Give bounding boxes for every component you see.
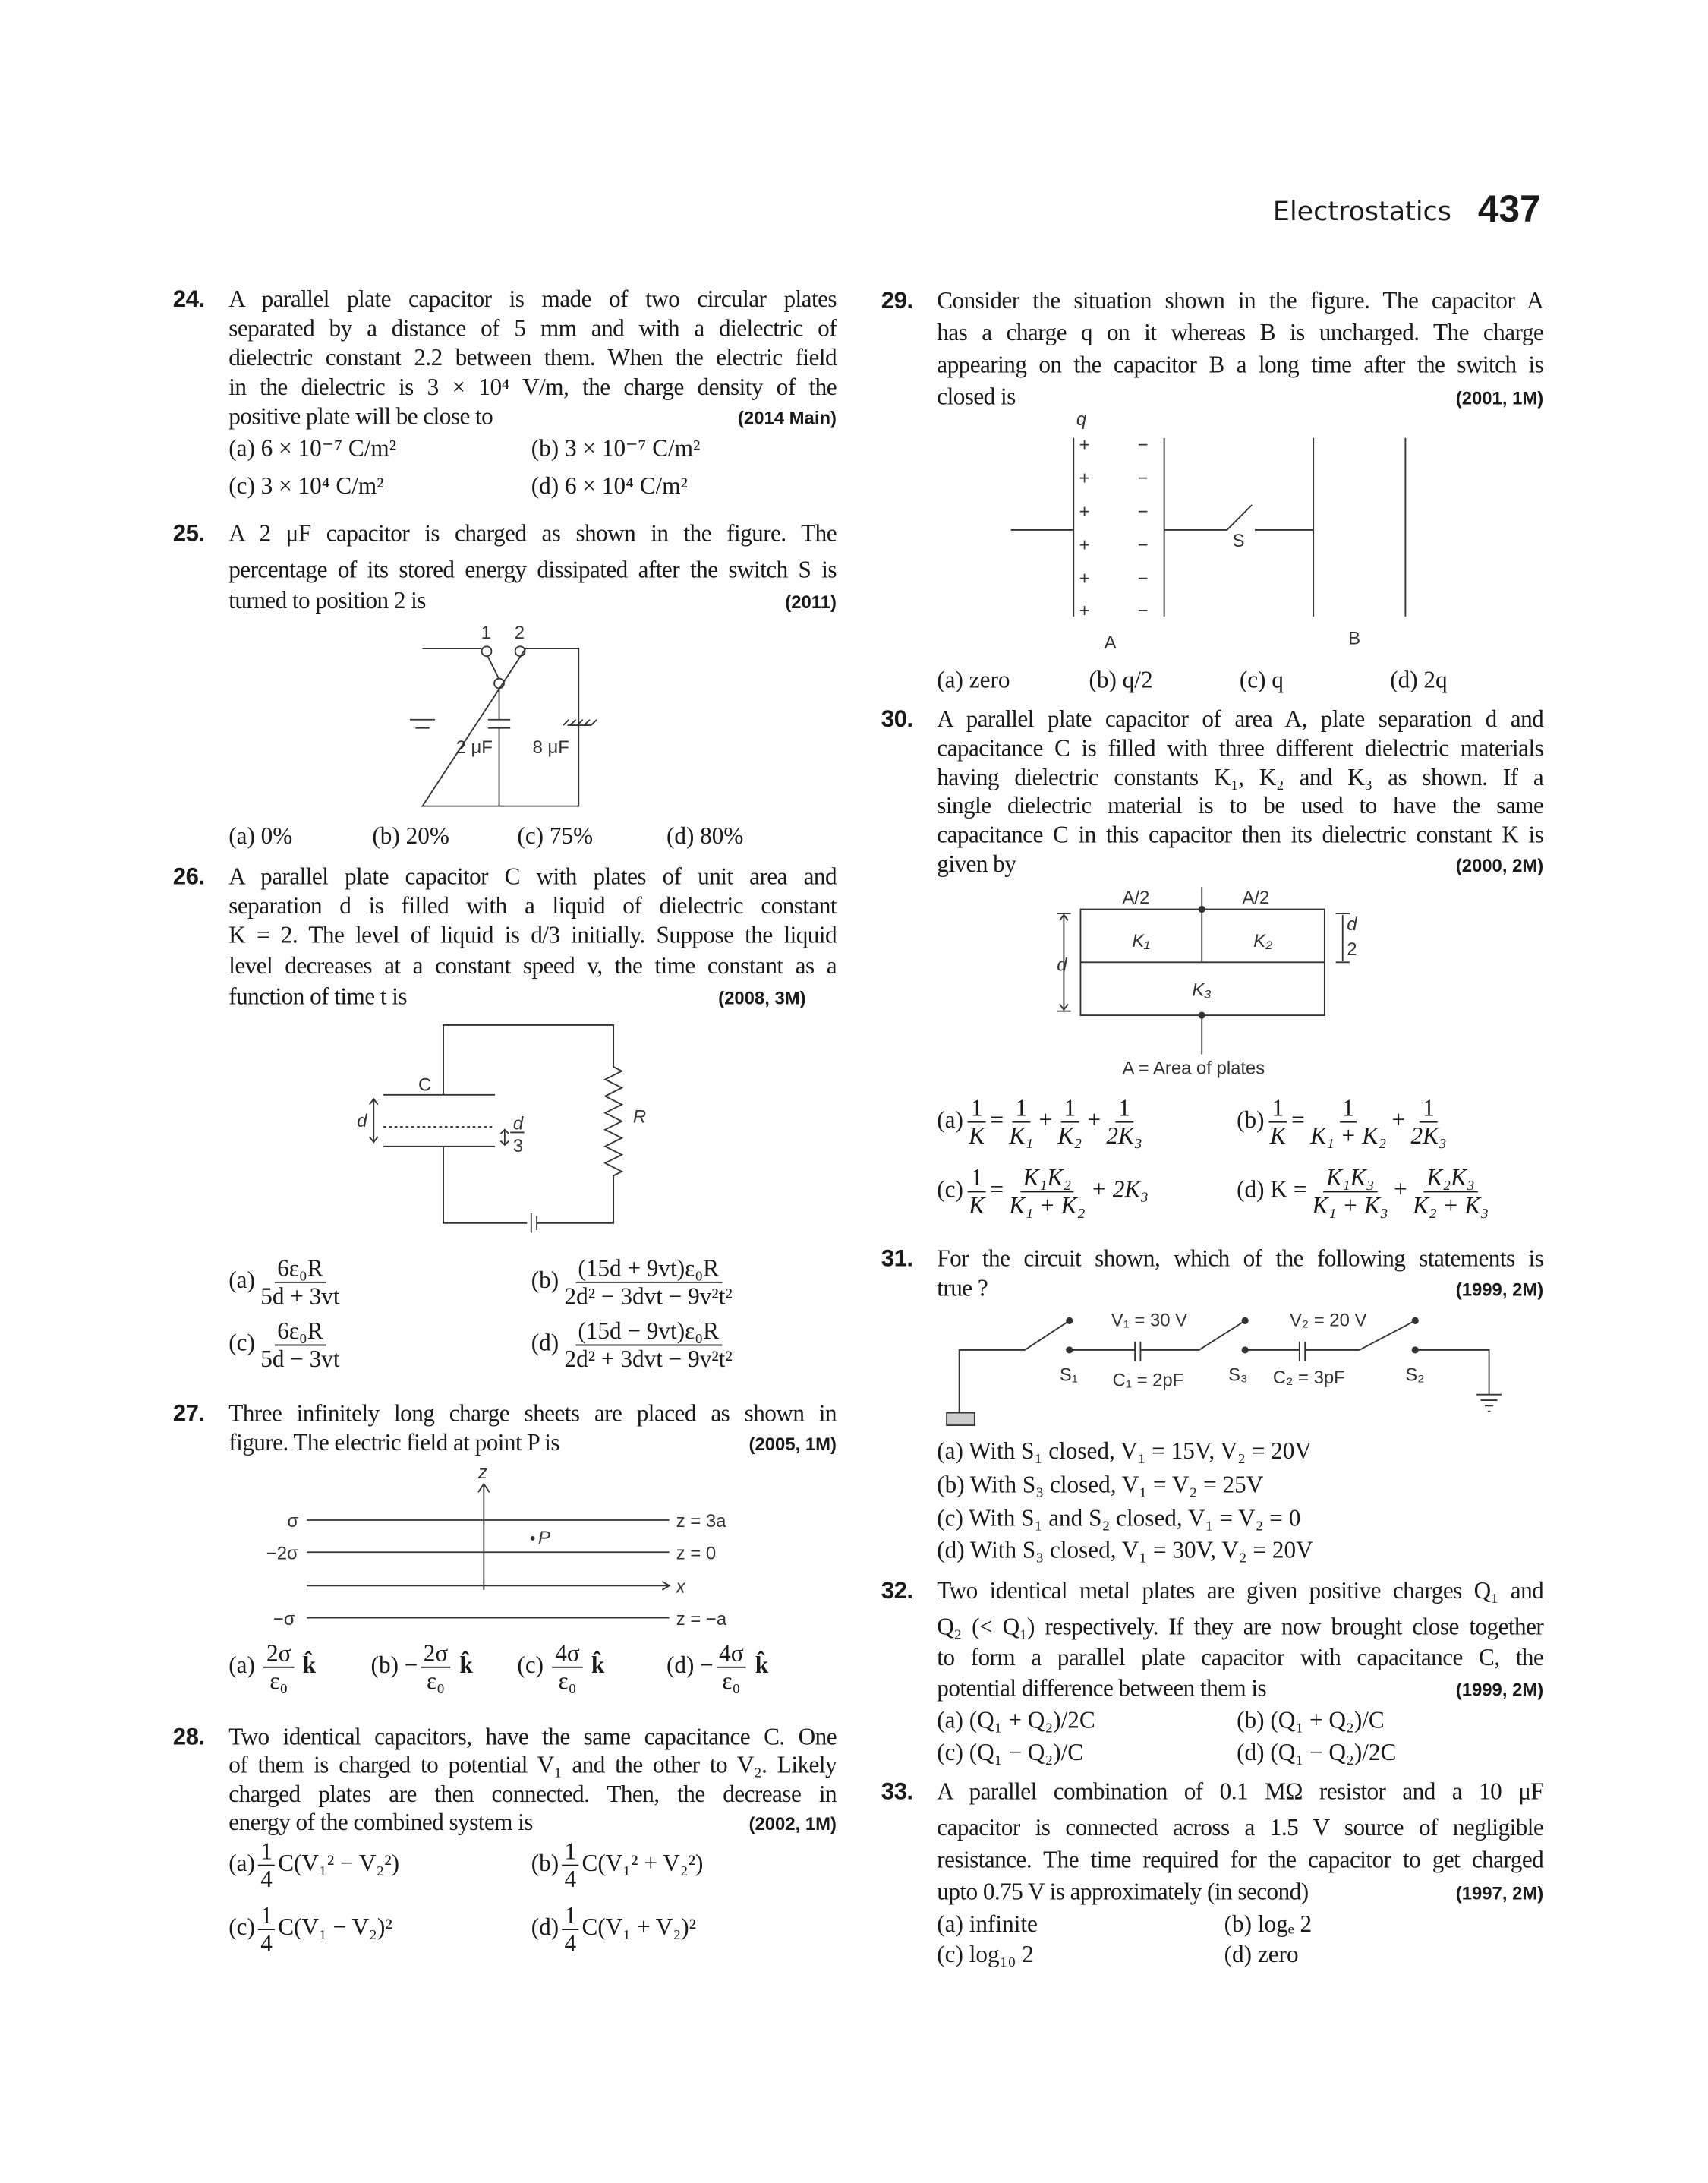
fraction: $\frac{1}{K}$ [969,1094,985,1150]
option-label: (d) K = [1237,1176,1307,1203]
option-a[interactable]: (a) 6 × 10⁻⁷ C/m² [228,435,397,462]
expression: C(V₁² − V₂²) [278,1850,400,1877]
option-c[interactable]: (c) 75% [517,822,594,850]
question-number: 24. [172,285,205,313]
sheet-2-position: z = 0 [676,1543,717,1564]
fraction: $\frac{1}{\text{K₁ + K₂}}$ [1310,1094,1387,1150]
v1-label: V₁ = 30 V [1111,1310,1188,1331]
option-label: (a) [228,1651,255,1679]
option-b[interactable]: (b) 20% [372,822,449,850]
page-number: 437 [1477,188,1541,231]
option-c[interactable]: (c) $\frac{1}{K}$ = $\frac{\text{K₁K₂}}{\text{K₁ + K₂}}$ + 2K₃ [937,1164,1149,1219]
denominator: ε₀ [722,1667,741,1695]
sheet-1-position: z = 3a [676,1511,726,1532]
option-a[interactable]: (a) (Q₁ + Q₂)/2C [937,1707,1095,1734]
capacitor-8uf-label: 8 μF [532,737,569,758]
option-label: (b) [370,1651,399,1679]
question-text-line: A parallel plate capacitor of area A, plate separation d and [937,705,1544,733]
k3-label: K₃ [1192,980,1212,1001]
denominator: 4 [260,1866,273,1893]
option-b[interactable]: (b) With S₃ closed, V₁ = V₂ = 25V [937,1471,1264,1498]
question-text-line: function of time t is [228,983,407,1010]
numerator: 1 [562,1838,579,1866]
switch-s2-label: S₂ [1405,1364,1425,1386]
question-number: 25. [172,520,205,547]
sign: − [700,1651,714,1679]
numerator: 4σ [716,1640,746,1668]
c2-label: C₂ = 3pF [1272,1368,1345,1389]
sheet-3-charge: −σ [273,1608,295,1629]
option-label: (a) [228,1850,255,1877]
exam-year-tag: (2008, 3M) [718,987,806,1008]
question-text-line: charged plates are then connected. Then, the decrease in [228,1781,837,1808]
question-text-line: separation d is filled with a liquid of dielectric constant [228,892,837,920]
exam-year-tag: (2014 Main) [737,407,837,428]
option-a[interactable]: (a) zero [937,666,1010,693]
denominator: ε₀ [558,1667,577,1695]
question-number: 29. [881,287,913,314]
question-text-line: energy of the combined system is [228,1809,533,1836]
ground-plate [947,1413,975,1426]
switch-position-1-label: 1 [481,623,491,644]
denominator: ε₀ [269,1667,288,1695]
option-d[interactable]: (d) 6 × 10⁴ C/m² [531,472,688,500]
sheet-2-charge: −2σ [266,1543,298,1564]
option-c[interactable]: (c) log₁₀ 2 [937,1941,1034,1968]
liquid-level-denominator: 3 [512,1136,524,1157]
option-label: (c) [517,1651,544,1679]
sheet-3-position: z = −a [676,1608,727,1629]
resistor-label: R [632,1106,647,1128]
numerator: 2σ [263,1640,294,1668]
option-d[interactable]: (d) With S₃ closed, V₁ = 30V, V₂ = 20V [937,1537,1313,1563]
question-text-line: Three infinitely long charge sheets are placed as shown in [228,1400,837,1427]
option-a[interactable]: (a) 0% [228,822,293,850]
separation-label: d [357,1111,367,1132]
option-a[interactable]: (a) With S₁ closed, V₁ = 15V, V₂ = 20V [937,1437,1312,1465]
question-text-line: given by [937,850,1016,878]
option-label: (c) [228,1913,255,1941]
question-text-line: Consider the situation shown in the figure. The capacitor A [937,287,1544,314]
denominator: 4 [564,1929,577,1957]
option-b[interactable]: (b) (Q₁ + Q₂)/C [1237,1707,1385,1734]
svg-text:−: − [1137,501,1149,522]
fraction: $\frac{1}{\text{K₁}}$ [1009,1094,1034,1150]
fraction: $\frac{1}{K}$ [1269,1094,1286,1150]
exam-year-tag: (1999, 2M) [1455,1279,1544,1300]
question-text-line: to form a parallel plate capacitor with capacitance C, the [937,1644,1544,1671]
exam-year-tag: (1999, 2M) [1455,1679,1544,1700]
exam-year-tag: (2002, 1M) [748,1812,837,1834]
fraction: $\frac{\text{K₂K₃}}{\text{K₂ + K₃}}$ [1413,1164,1489,1219]
exam-year-tag: (1997, 2M) [1455,1882,1544,1904]
svg-text:+: + [1079,535,1090,556]
unit-vector: k̂ [302,1651,317,1679]
expression: C(V₁ + V₂)² [581,1913,697,1941]
svg-text:−: − [1137,600,1149,621]
question-text-line: having dielectric constants K₁, K₂ and K₃ as shown. If a [937,764,1544,791]
expression: C(V₁² + V₂²) [581,1850,704,1877]
question-number: 32. [881,1577,913,1604]
svg-text:+: + [1079,600,1090,621]
option-c[interactable]: (c) (Q₁ − Q₂)/C [937,1739,1084,1766]
denominator: 5d + 3vt [260,1282,340,1310]
question-text-line: K = 2. The level of liquid is d/3 initially. Suppose the liquid [228,922,837,948]
denominator: 2d² + 3dvt − 9v²t² [564,1345,733,1373]
svg-text:+: + [1079,568,1090,589]
option-d[interactable]: (d) (Q₁ − Q₂)/2C [1237,1739,1397,1766]
question-text-line: positive plate will be close to [228,402,493,430]
k2-label: K₂ [1253,931,1273,952]
question-text-line: Two identical capacitors, have the same capacitance C. One [228,1724,837,1751]
option-d[interactable]: (d) K = $\frac{\text{K₁K₃}}{\text{K₁ + K₃}}$ + $\frac{\text{K₂K₃}}{\text{K₂ + K₃}}$ [1237,1165,1494,1219]
question-text-line: closed is [937,383,1016,410]
numerator: 4σ [553,1640,583,1668]
question-text-line: turned to position 2 is [228,587,426,614]
switch-position-2-label: 2 [514,623,525,644]
svg-text:+: + [1079,501,1090,522]
expression: C(V₁ − V₂)² [278,1913,392,1941]
option-label: (c) [228,1330,255,1357]
switch-label: S [1232,530,1245,551]
question-text-line: A parallel plate capacitor is made of two circular plates [228,285,837,313]
denominator: 2d² − 3dvt − 9v²t² [564,1282,733,1310]
question-text-line: capacitance C in this capacitor then its dielectric constant K is [937,821,1544,848]
liquid-level-numerator: d [512,1113,524,1134]
option-a[interactable]: (a) infinite [937,1910,1038,1938]
fraction: $\frac{1}{\text{K₂}}$ [1057,1094,1082,1150]
svg-text:−: − [1137,568,1149,589]
sheet-1-charge: σ [287,1511,299,1532]
question-text-line: of them is charged to potential V₁ and the other to V₂. Likely [228,1751,837,1778]
capacitor-2uf-label: 2 μF [455,737,493,758]
numerator: 1 [258,1902,276,1930]
point-p-label: P [537,1528,550,1549]
capacitor-b-label: B [1348,628,1361,649]
unit-vector: k̂ [755,1651,769,1679]
numerator: 6ε₀R [275,1318,326,1346]
numerator: 1 [562,1902,579,1930]
question-text-line: resistance. The time required for the capacitor to get charged [937,1846,1544,1873]
question-text-line: A 2 μF capacitor is charged as shown in the figure. The [228,520,837,547]
question-text-line: upto 0.75 V is approximately (in second) [937,1879,1309,1905]
question-text-line: percentage of its stored energy dissipated after the switch S is [228,556,837,583]
question-number: 31. [881,1245,913,1273]
question-text-line: has a charge q on it whereas B is uncharged. The charge [937,319,1544,346]
option-b[interactable]: (b) $\frac{1}{K}$ = $\frac{1}{\text{K₁ + K₂}}$ + $\frac{1}{\text{2K₃}}$ [1237,1095,1452,1150]
option-label: (d) [531,1913,559,1941]
area-half-left-label: A/2 [1122,888,1150,909]
capacitor-a-label: A [1104,633,1117,654]
svg-text:−: − [1137,468,1149,489]
svg-text:+: + [1079,468,1090,489]
question-text-line: level decreases at a constant speed v, the time constant as a [228,952,837,980]
switch-s3-label: S₃ [1228,1364,1248,1386]
option-d[interactable]: (d) 80% [666,822,744,850]
question-text-line: separated by a distance of 5 mm and with a dielectric of [228,315,837,342]
exam-year-tag: (2001, 1M) [1455,387,1544,409]
question-text-line: dielectric constant 2.2 between them. When the electric field [228,344,837,371]
v2-label: V₂ = 20 V [1289,1310,1367,1331]
question-text-line: A parallel plate capacitor C with plates of unit area and [228,863,837,890]
question-number: 33. [881,1778,913,1805]
unit-vector: k̂ [459,1651,473,1679]
question-number: 26. [172,863,205,890]
half-separation-numerator: d [1347,914,1357,935]
numerator: 2σ [421,1640,451,1668]
option-b[interactable]: (b) logₑ 2 [1224,1910,1313,1938]
option-c[interactable]: (c) 3 × 10⁴ C/m² [228,472,384,500]
svg-text:−: − [1137,535,1149,556]
question-text-line: capacitance C is filled with three different dielectric materials [937,734,1544,762]
sign: − [404,1651,418,1679]
area-half-right-label: A/2 [1242,888,1270,909]
fraction: $\frac{1}{\text{2K₃}}$ [1106,1094,1142,1150]
exam-year-tag: (2011) [785,591,837,613]
question-number: 27. [172,1400,205,1427]
question-text-line: figure. The electric field at point P is [228,1429,560,1456]
option-d[interactable]: (d) zero [1224,1941,1299,1968]
option-label: (c) [937,1176,963,1203]
question-text-line: Two identical metal plates are given positive charges Q₁ and [937,1577,1544,1604]
question-text-line: true ? [937,1274,988,1301]
c1-label: C₁ = 2pF [1112,1370,1184,1391]
exam-year-tag: (2005, 1M) [748,1434,837,1455]
option-label: (a) [937,1106,963,1134]
separation-label: d [1057,954,1067,976]
option-d[interactable]: (d) 2q [1390,666,1448,693]
question-text-line: potential difference between them is [937,1674,1267,1702]
exam-year-tag: (2000, 2M) [1455,854,1544,876]
question-text-line: A parallel combination of 0.1 MΩ resistor and a 10 μF [937,1778,1544,1805]
switch-s1-label: S₁ [1059,1364,1078,1386]
option-label: (a) [228,1267,255,1294]
svg-text:+: + [1079,434,1090,456]
option-label: (b) [531,1267,559,1294]
option-c[interactable]: (c) With S₁ and S₂ closed, V₁ = V₂ = 0 [937,1504,1301,1532]
option-label: (d) [531,1330,559,1357]
fraction: $\frac{1}{\text{2K₃}}$ [1410,1094,1447,1150]
figure-caption: A = Area of plates [1122,1058,1265,1079]
question-text-line: appearing on the capacitor B a long time after the switch is [937,351,1544,378]
option-a[interactable]: (a) $\frac{1}{K}$ = $\frac{1}{\text{K₁}}$ + $\frac{1}{\text{K₂}}$ + $\frac{1}{\text{2K₃}}$ [937,1095,1148,1150]
charge-q-label: q [1076,409,1087,431]
option-b[interactable]: (b) 3 × 10⁻⁷ C/m² [531,435,701,462]
question-text-line: capacitor is connected across a 1.5 V source of negligible [937,1814,1544,1841]
question-text-line: single dielectric material is to be used to have the same [937,792,1544,819]
fraction: $\frac{1}{K}$ [969,1164,985,1219]
option-b[interactable]: (b) q/2 [1089,666,1153,693]
svg-text:−: − [1137,434,1149,456]
fraction: $\frac{\text{K₁K₃}}{\text{K₁ + K₃}}$ [1312,1164,1388,1219]
question-text-line: in the dielectric is 3 × 10⁴ V/m, the charge density of the [228,374,837,401]
numerator: (15d − 9vt)ε₀R [575,1318,722,1346]
capacitor-label: C [418,1074,432,1096]
option-label: (b) [531,1850,559,1877]
numerator: (15d + 9vt)ε₀R [575,1255,722,1283]
question-number: 30. [881,705,913,733]
denominator: ε₀ [426,1667,445,1695]
option-c[interactable]: (c) q [1239,666,1284,693]
numerator: 1 [258,1838,276,1866]
denominator: 4 [260,1929,273,1957]
x-axis-label: x [676,1576,685,1598]
numerator: 6ε₀R [275,1255,326,1283]
fraction: $\frac{\text{K₁K₂}}{\text{K₁ + K₂}}$ [1009,1164,1086,1219]
denominator: 5d − 3vt [260,1345,340,1373]
option-label: (d) [666,1651,695,1679]
half-separation-denominator: 2 [1347,939,1357,961]
chapter-title: Electrostatics [1272,196,1451,228]
unit-vector: k̂ [591,1651,605,1679]
question-text-line: For the circuit shown, which of the following statements is [937,1245,1544,1273]
z-axis-label: z [477,1462,487,1483]
question-text-line: Q₂ (< Q₁) respectively. If they are now brought close together [937,1614,1544,1640]
option-label: (b) [1237,1106,1265,1134]
question-number: 28. [172,1724,205,1751]
denominator: 4 [564,1866,577,1893]
k1-label: K₁ [1132,931,1150,952]
